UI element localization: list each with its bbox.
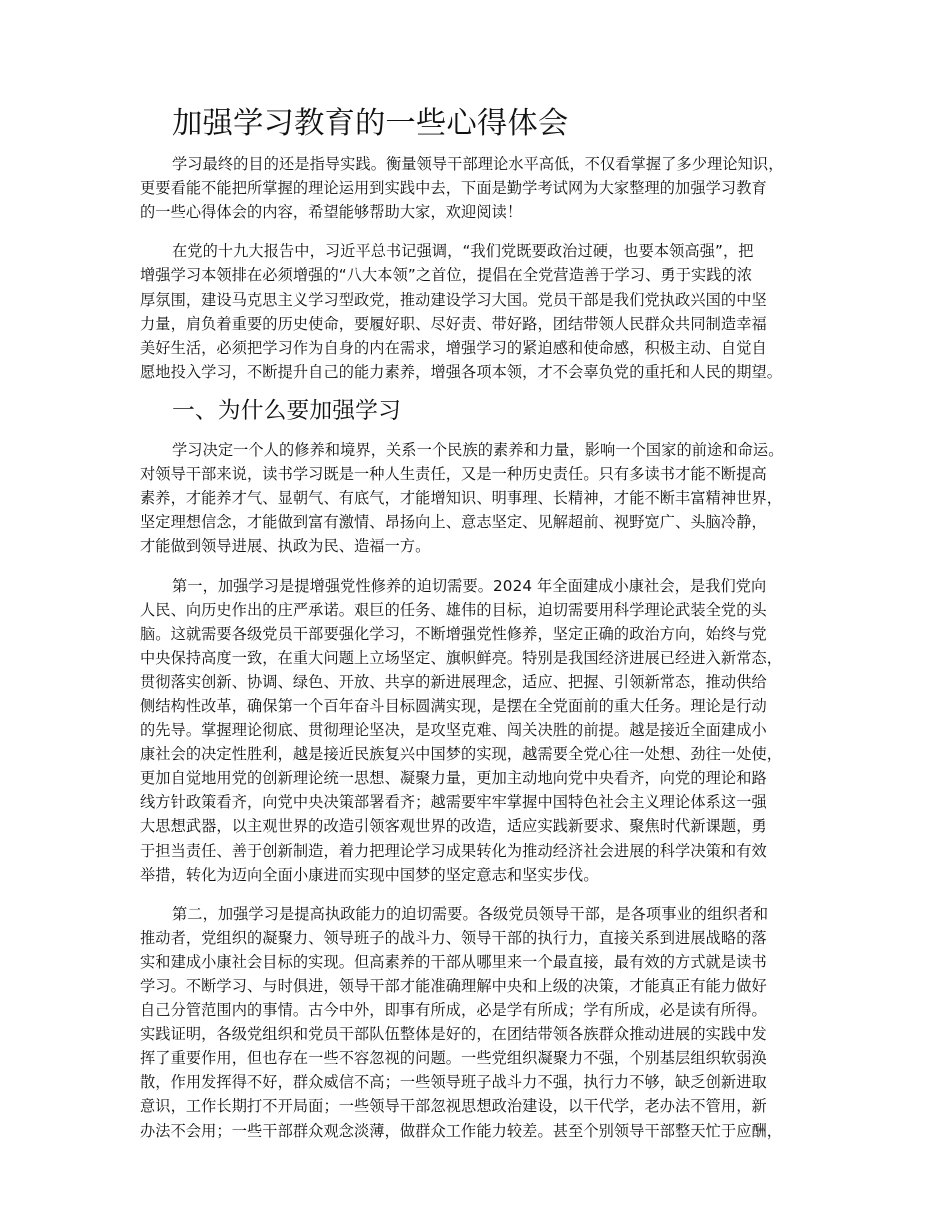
paragraph-line: 侧结构性改革，确保第一个百年奋斗目标圆满实现，是摆在全党面前的重大任务。理论是行动 — [140, 696, 767, 715]
paragraph-line: 实和建成小康社会目标的实现。但高素养的干部从哪里来一个最直接，最有效的方式就是读书 — [140, 952, 767, 971]
spacer — [140, 559, 816, 574]
spacer — [140, 423, 816, 438]
paragraph-line: 更要看能不能把所掌握的理论运用到实践中去，下面是勤学考试网为大家整理的加强学习教育 — [140, 179, 767, 198]
paragraph-line: 办法不会用；一些干部群众观念淡薄，做群众工作能力较差。甚至个别领导干部整天忙于应酬， — [140, 1121, 783, 1140]
paragraph-line: 坚定理想信念，才能做到富有激情、昂扬向上、意志坚定、见解超前、视野宽广、头脑冷静， — [140, 513, 767, 532]
paragraph-line: 推动者，党组织的凝聚力、领导班子的战斗力、领导干部的执行力，直接关系到进展战略的落 — [140, 928, 767, 947]
first-point-paragraph — [140, 574, 816, 887]
paragraph-line: 挥了重要作用，但也存在一些不容忽视的问题。一些党组织凝聚力不强，个别基层组织软弱涣 — [140, 1049, 767, 1068]
report-paragraph — [140, 239, 816, 384]
intro-paragraph — [140, 152, 816, 224]
paragraph-line: 学习。不断学习、与时俱进，领导干部才能准确理解中央和上级的决策，才能真正有能力做好 — [140, 977, 767, 995]
document-body — [140, 106, 816, 1143]
spacer — [140, 384, 816, 399]
paragraph-line: 更加自觉地用党的创新理论统一思想、凝聚力量，更加主动地向党中央看齐，向党的理论和路 — [140, 769, 767, 788]
paragraph-line: 实践证明，各级党组织和党员干部队伍整体是好的，在团结带领各族群众推动进展的实践中发 — [140, 1025, 767, 1044]
paragraph-line: 举措，转化为迈向全面小康进而实现中国梦的坚定意志和坚实步伐。 — [140, 865, 599, 884]
paragraph-line: 脑。这就需要各级党员干部要强化学习，不断增强党性修养，坚定正确的政治方向，始终与党 — [140, 624, 767, 643]
paragraph-line: 美好生活，必须把学习作为自身的内在需求，增强学习的紧迫感和使命感，积极主动、自觉自 — [140, 338, 767, 357]
spacer — [140, 887, 816, 902]
paragraph-line: 第一，加强学习是提增强党性修养的迫切需要。2024 年全面建成小康社会，是我们党向 — [172, 576, 767, 595]
paragraph-line: 厚氛围，建设马克思主义学习型政党，推动建设学习大国。党员干部是我们党执政兴国的中坚 — [140, 290, 767, 309]
second-point-paragraph — [140, 902, 816, 1143]
spacer — [140, 224, 816, 239]
document-title: 加强学习教育的一些心得体会 — [172, 106, 569, 141]
paragraph-line: 散，作用发挥得不好，群众威信不高；一些领导班子战斗力不强，执行力不够，缺乏创新进取 — [140, 1073, 767, 1092]
paragraph-line: 在党的十九大报告中，习近平总书记强调，“我们党既要政治过硬，也要本领高强”，把 — [172, 242, 754, 261]
paragraph-line: 意识，工作长期打不开局面；一些领导干部忽视思想政治建设，以干代学，老办法不管用，新 — [140, 1097, 767, 1116]
paragraph-line: 线方针政策看齐，向党中央决策部署看齐；越需要牢牢掌握中国特色社会主义理论体系这一强 — [140, 793, 767, 812]
section-heading: 一、为什么要加强学习 — [172, 397, 401, 424]
paragraph-line: 对领导干部来说，读书学习既是一种人生责任，又是一种历史责任。只有多读书才能不断提高 — [140, 465, 767, 484]
paragraph-line: 素养，才能养才气、显朝气、有底气，才能增知识、明事理、长精神，才能不断丰富精神世界， — [140, 489, 783, 508]
paragraph-line: 第二，加强学习是提高执政能力的迫切需要。各级党员领导干部，是各项事业的组织者和 — [172, 904, 769, 923]
paragraph-line: 的一些心得体会的内容，希望能够帮助大家，欢迎阅读！ — [140, 203, 523, 222]
reason-paragraph — [140, 438, 816, 558]
paragraph-line: 大思想武器，以主观世界的改造引领客观世界的改造，适应实践新要求、聚焦时代新课题，勇 — [140, 817, 767, 836]
paragraph-line: 康社会的决定性胜利，越是接近民族复兴中国梦的实现，越需要全党心往一处想、劲往一处使， — [140, 745, 783, 764]
paragraph-line: 自己分管范围内的事情。古今中外，即事有所成，必是学有所成；学有所成，必是读有所得。 — [140, 1001, 767, 1020]
paragraph-line: 中央保持高度一致，在重大问题上立场坚定、旗帜鲜亮。特别是我国经济进展已经进入新常态， — [140, 648, 783, 667]
paragraph-line: 于担当责任、善于创新制造，着力把理论学习成果转化为推动经济社会进展的科学决策和有效 — [140, 841, 767, 860]
paragraph-line: 贯彻落实创新、协调、绿色、开放、共享的新进展理念，适应、把握、引领新常态，推动供给 — [140, 672, 767, 691]
paragraph-line: 学习决定一个人的修养和境界，关系一个民族的素养和力量，影响一个国家的前途和命运。 — [172, 441, 784, 460]
paragraph-line: 学习最终的目的还是指导实践。衡量领导干部理论水平高低，不仅看掌握了多少理论知识， — [172, 155, 784, 174]
paragraph-line: 人民、向历史作出的庄严承诺。艰巨的任务、雄伟的目标，迫切需要用科学理论武装全党的头 — [140, 600, 767, 619]
paragraph-line: 才能做到领导进展、执政为民、造福一方。 — [140, 537, 431, 556]
paragraph-line: 愿地投入学习，不断提升自己的能力素养，增强各项本领，才不会辜负党的重托和人民的期望。 — [140, 362, 783, 381]
paragraph-line: 增强学习本领排在必须增强的“八大本领”之首位，提倡在全党营造善于学习、勇于实践的浓 — [140, 266, 753, 285]
paragraph-line: 力量，肩负着重要的历史使命，要履好职、尽好责、带好路，团结带领人民群众共同制造幸福 — [140, 314, 767, 333]
paragraph-line: 的先导。掌握理论彻底、贯彻理论坚决，是攻坚克难、闯关决胜的前提。越是接近全面建成小 — [140, 721, 767, 740]
